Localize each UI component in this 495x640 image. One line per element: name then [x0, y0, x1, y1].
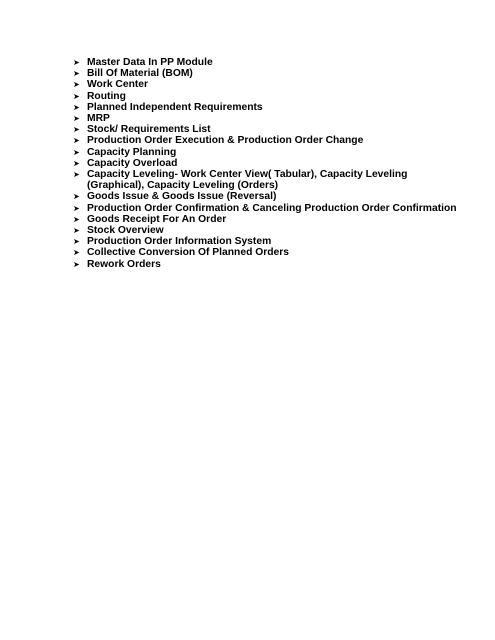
- list-item-label: Capacity Overload: [87, 157, 178, 169]
- topic-list: [73, 57, 473, 270]
- list-item: [73, 124, 473, 135]
- arrowhead-bullet-icon: ➤: [73, 147, 80, 157]
- list-item-label-group: [87, 169, 407, 191]
- list-item-label: Goods Receipt For An Order: [87, 213, 227, 225]
- list-item-label-line-1: Capacity Leveling- Work Center View( Tabular), Capacity Leveling: [87, 169, 408, 181]
- list-item: [73, 57, 473, 68]
- list-item-label: Rework Orders: [87, 258, 161, 270]
- list-item-label: Master Data In PP Module: [87, 57, 213, 68]
- list-item-label: Goods Issue & Goods Issue (Reversal): [87, 191, 277, 203]
- list-item-label: Planned Independent Requirements: [87, 101, 263, 113]
- list-item: [73, 102, 473, 113]
- list-item: [73, 169, 473, 191]
- list-item-label: Bill Of Material (BOM): [87, 68, 193, 80]
- list-item-label: Production Order Confirmation & Canceling Production Order Confirmation: [87, 202, 457, 214]
- list-item-label: Collective Conversion Of Planned Orders: [87, 247, 289, 259]
- list-item-label: Stock Overview: [87, 225, 164, 237]
- arrowhead-bullet-icon: ➤: [73, 58, 80, 67]
- arrowhead-bullet-icon: ➤: [73, 69, 80, 79]
- list-item: [73, 203, 473, 214]
- arrowhead-bullet-icon: ➤: [73, 91, 80, 101]
- list-item: [73, 147, 473, 158]
- list-item-label: MRP: [87, 113, 110, 125]
- list-item-label: Stock/ Requirements List: [87, 124, 211, 136]
- list-item-label: Routing: [87, 90, 126, 102]
- list-item-label: Production Order Execution & Production Order Change: [87, 135, 364, 147]
- list-item: [73, 79, 473, 90]
- list-item: [73, 68, 473, 79]
- arrowhead-bullet-icon: ➤: [73, 226, 80, 236]
- arrowhead-bullet-icon: ➤: [73, 170, 80, 180]
- arrowhead-bullet-icon: ➤: [73, 237, 80, 247]
- arrowhead-bullet-icon: ➤: [73, 102, 80, 112]
- list-item-label: Capacity Planning: [87, 146, 177, 158]
- arrowhead-bullet-icon: ➤: [73, 136, 80, 146]
- list-item: [73, 113, 473, 124]
- list-item: [73, 191, 473, 202]
- list-item: [73, 91, 473, 102]
- arrowhead-bullet-icon: ➤: [73, 259, 80, 269]
- list-item: [73, 214, 473, 225]
- list-item: [73, 247, 473, 258]
- arrowhead-bullet-icon: ➤: [73, 114, 80, 124]
- arrowhead-bullet-icon: ➤: [73, 214, 80, 224]
- list-item: [73, 259, 473, 270]
- list-item: [73, 236, 473, 247]
- list-item-label: Work Center: [87, 79, 149, 91]
- list-item-label: Production Order Information System: [87, 236, 272, 248]
- list-item: [73, 135, 473, 146]
- arrowhead-bullet-icon: ➤: [73, 125, 80, 135]
- list-item: [73, 225, 473, 236]
- list-item: [73, 158, 473, 169]
- arrowhead-bullet-icon: ➤: [73, 203, 80, 213]
- list-item-label-line-2: (Graphical), Capacity Leveling (Orders): [87, 180, 279, 192]
- arrowhead-bullet-icon: ➤: [73, 80, 80, 90]
- arrowhead-bullet-icon: ➤: [73, 192, 80, 202]
- arrowhead-bullet-icon: ➤: [73, 158, 80, 168]
- arrowhead-bullet-icon: ➤: [73, 248, 80, 258]
